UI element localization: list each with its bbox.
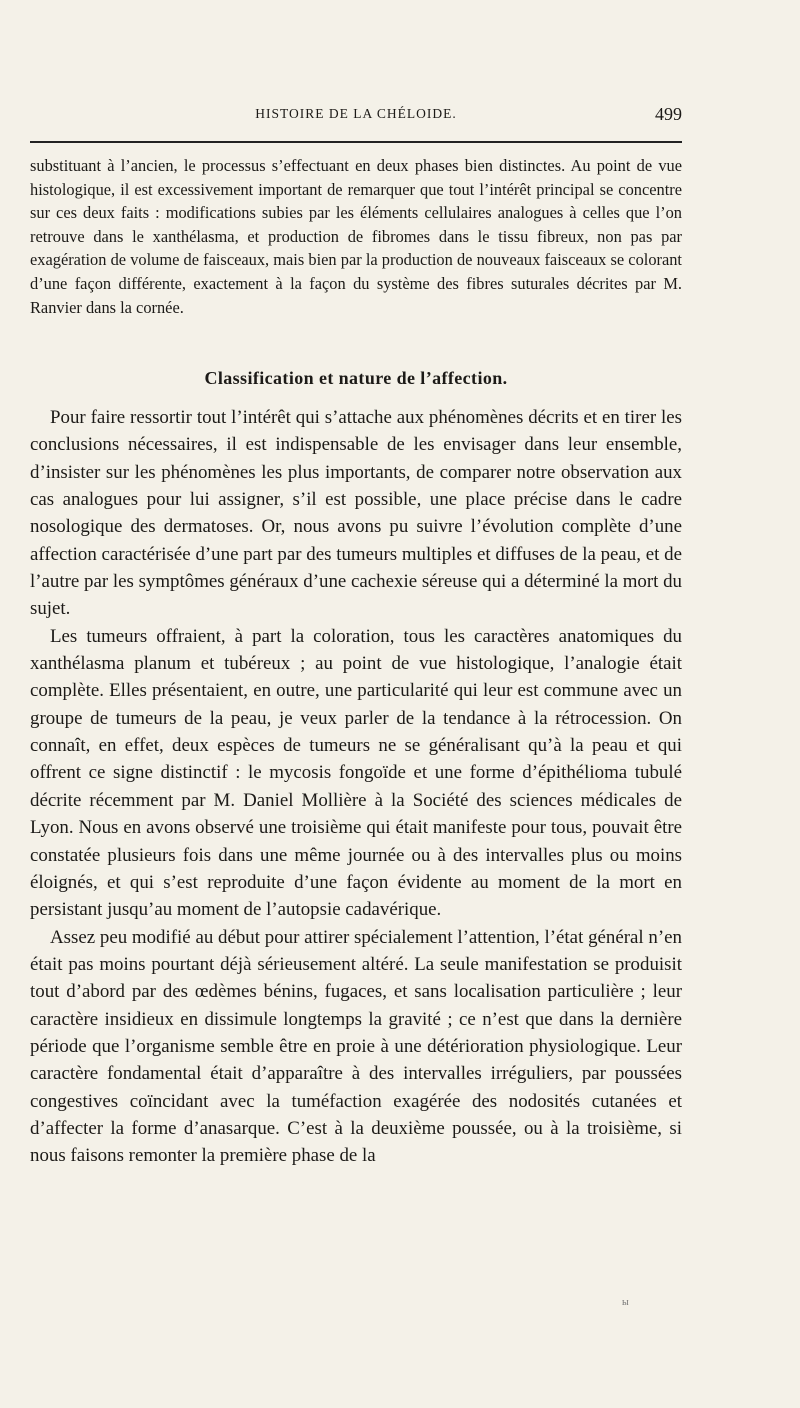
header-rule [30,141,682,143]
intro-text-block [30,154,682,319]
page-number: 499 [655,104,682,124]
signature-mark: ы [622,1297,629,1308]
main-text-block [30,404,682,1170]
paragraph: Les tumeurs offraient, à part la coloration, tous les caractères anatomiques du xanthélasma planum et tubéreux ; au point de vue histologique, l’analogie était complète. Elles présentaient, en outre, une particularité qui leur est commune avec un groupe de tumeurs de la peau, je veux parler de la tendance à la rétrocession. On connaît, en effet, deux espèces de tumeurs ne se généralisant qu’à la peau et qui offrent ce signe distinctif : le mycosis fongoïde et une forme d’épithélioma tubulé décrite récemment par M. Daniel Mollière à la Société des sciences médicales de Lyon. Nous en avons observé une troisième qui était manifeste pour tous, pouvait être constatée plusieurs fois dans une même journée ou à des intervalles plus ou moins éloignés, et qui s’est reproduite d’une façon évidente au moment de la mort en persistant jusqu’au moment de l’autopsie cadavérique. [30,625,682,921]
running-title: HISTOIRE DE LA CHÉLOIDE. [255,106,457,121]
section-heading: Classification et nature de l’affection. [204,368,508,388]
page-header [30,104,682,130]
paragraph: Assez peu modifié au début pour attirer spécialement l’attention, l’état général n’en était pas moins pourtant déjà sérieusement altéré. La seule manifestation se produisit tout d’abord par des œdèmes bénins, fugaces, et sans localisation particulière ; leur caractère insidieux en dissimule longtemps la gravité ; ce n’est que dans la dernière période que l’organisme semble être en proie à une détérioration physiologique. Leur caractère fondamental était d’apparaître à des intervalles irréguliers, par poussées congestives coïncidant avec la tuméfaction exagérée des nodosités cutanées et d’affecter la forme d’anasarque. C’est à la deuxième poussée, ou à la troisième, si nous faisons remonter la première phase de la [30,926,682,1167]
paragraph: Pour faire ressortir tout l’intérêt qui s’attache aux phénomènes décrits et en tirer les conclusions nécessaires, il est indispensable de les envisager dans leur ensemble, d’insister sur les phénomènes les plus importants, de comparer notre observation aux cas analogues pour lui assigner, s’il est possible, une place précise dans le cadre nosologique des dermatoses. Or, nous avons pu suivre l’évolution complète d’une affection caractérisée d’une part par des tumeurs multiples et diffuses de la peau, et de l’autre par les symptômes généraux d’une cachexie séreuse qui a déterminé la mort du sujet. [30,407,682,620]
paragraph: substituant à l’ancien, le processus s’effectuant en deux phases bien distinctes. Au point de vue histologique, il est excessivement important de remarquer que tout l’intérêt principal se concentre sur ces deux faits : modifications subies par les éléments cellulaires analogues à celles que l’on retrouve dans le xanthélasma, et production de fibromes dans le tissu fibreux, non pas par exagération de volume de faisceaux, mais bien par la production de nouveaux faisceaux se colorant d’une façon différente, exactement à la façon du système des fibres suturales décrites par M. Ranvier dans la cornée. [30,156,682,317]
